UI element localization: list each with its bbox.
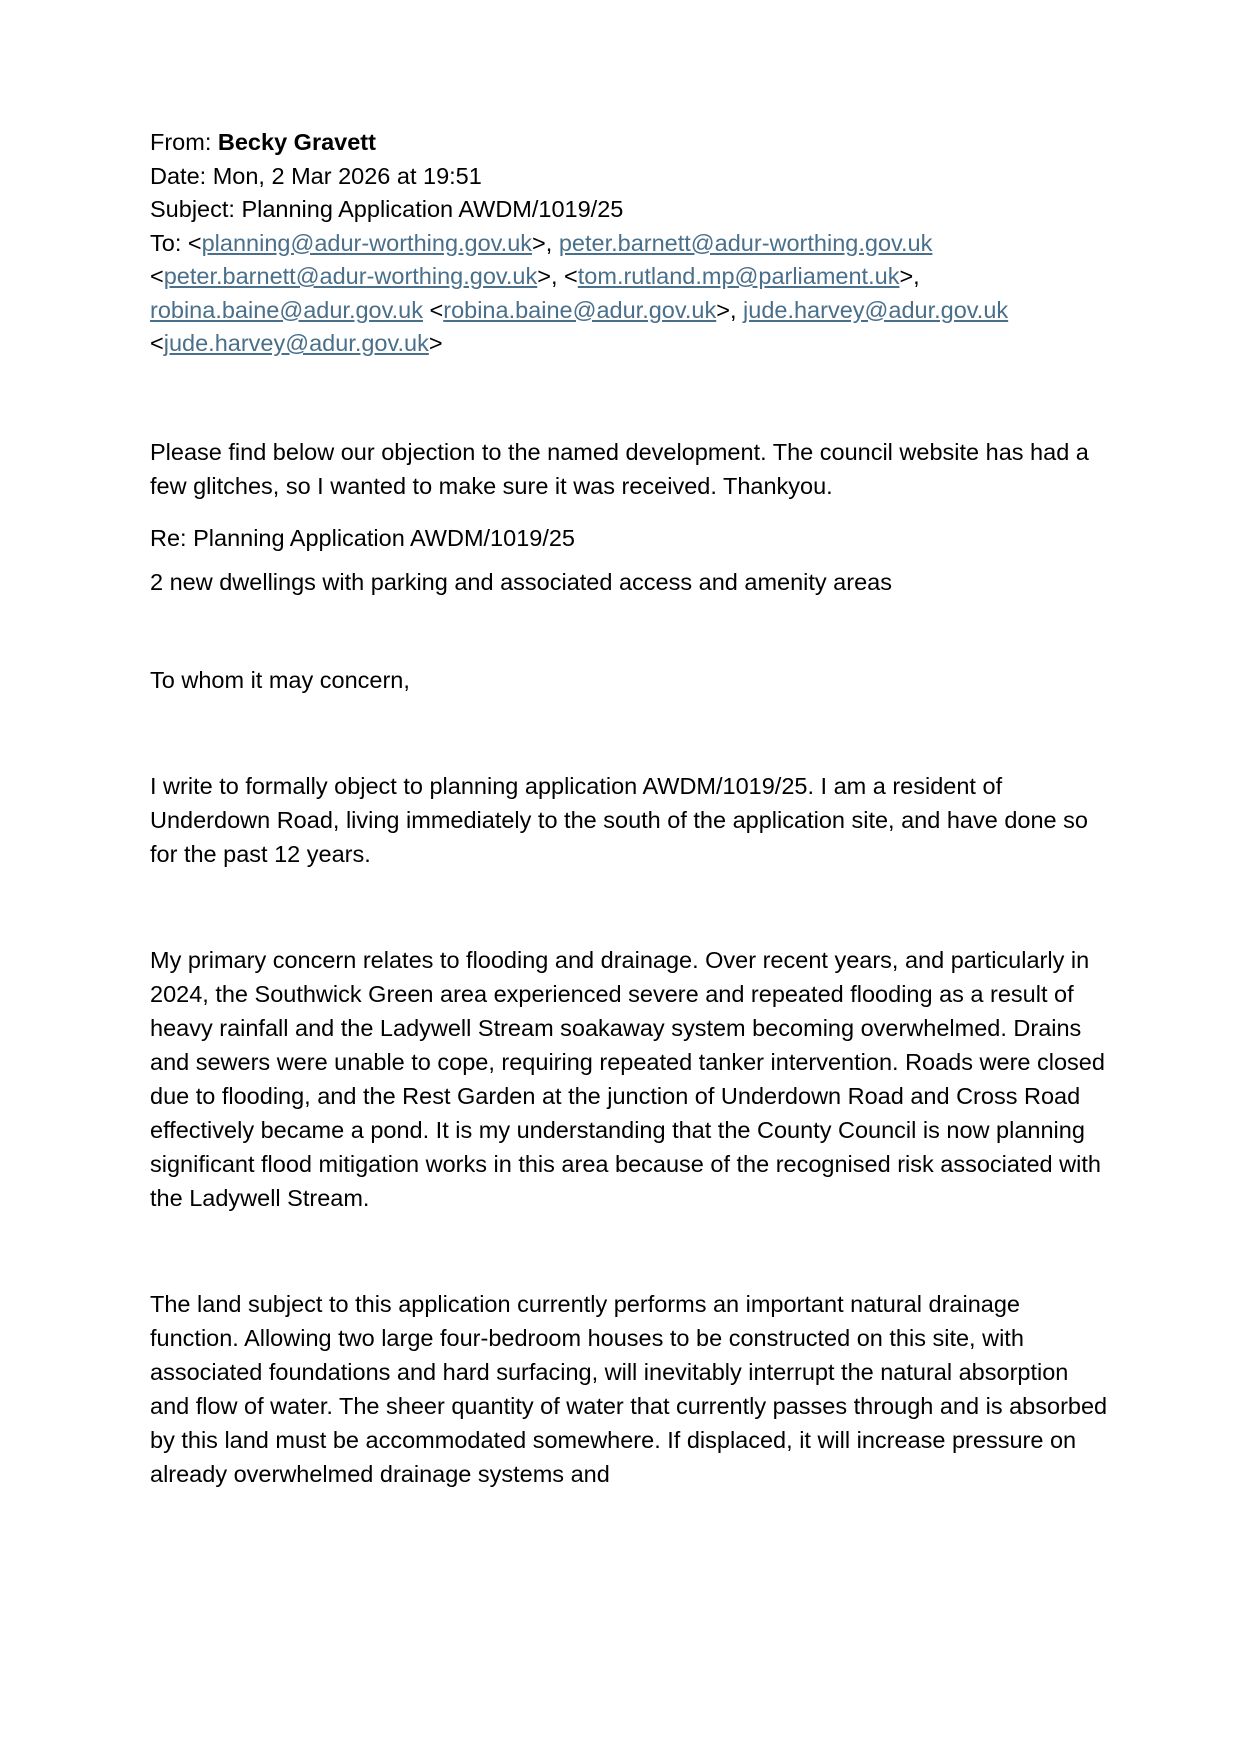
recipient-separator: >, <box>716 296 744 323</box>
subject-line: Subject: Planning Application AWDM/1019/25 <box>150 196 624 222</box>
gap-before-salutation <box>150 609 1111 663</box>
gap-before-paragraph-1 <box>150 715 1111 769</box>
recipient-separator: >, <box>899 263 920 289</box>
from-line <box>150 126 1111 160</box>
paragraph-1: I write to formally object to planning application AWDM/1019/25. I am a resident of Underdown Road, living immediately to the south of the application site, and have done so for the past 12 years. <box>150 772 1088 867</box>
header-body-gap <box>150 361 1111 435</box>
recipient-email-link[interactable]: jude.harvey@adur.gov.uk <box>163 330 429 356</box>
gap-before-paragraph-3 <box>150 1233 1111 1287</box>
proposal-line: 2 new dwellings with parking and associated access and amenity areas <box>150 568 892 595</box>
recipient-email-link[interactable]: peter.barnett@adur-worthing.gov.uk <box>163 263 538 289</box>
gap-before-paragraph-2 <box>150 889 1111 943</box>
salutation: To whom it may concern, <box>150 666 410 693</box>
date-line: Date: Mon, 2 Mar 2026 at 19:51 <box>150 162 482 189</box>
recipient-email-link[interactable]: robina.baine@adur.gov.uk <box>150 296 423 323</box>
recipient-list <box>150 230 1008 357</box>
recipient-separator: < <box>422 296 444 323</box>
email-body <box>150 435 1111 1491</box>
paragraph-3: The land subject to this application currently performs an important natural drainage function. Allowing two large four-bedroom houses to be constructed on this site, with associated foundations and hard surfacing, will inevitably interrupt the natural absorption and flow of water. The sheer quantity of water that currently passes through and is absorbed by this land must be accommodated somewhere. If displaced, it will increase pressure on already overwhelmed drainage systems and <box>150 1290 1108 1487</box>
re-line: Re: Planning Application AWDM/1019/25 <box>150 524 575 551</box>
to-label: To: < <box>150 229 202 256</box>
recipient-email-link[interactable]: peter.barnett@adur-worthing.gov.uk <box>558 229 933 256</box>
intro-paragraph: Please find below our objection to the named development. The council website has had a few glitches, so I wanted to make sure it was received. Thankyou. <box>150 438 1089 499</box>
recipient-email-link[interactable]: planning@adur-worthing.gov.uk <box>201 229 533 256</box>
to-line <box>150 227 1111 361</box>
recipient-separator: > <box>428 330 443 356</box>
recipient-separator: < <box>150 263 164 289</box>
recipient-email-link[interactable]: tom.rutland.mp@parliament.uk <box>577 263 900 289</box>
recipient-email-link[interactable]: jude.harvey@adur.gov.uk <box>743 296 1009 323</box>
sender-name: Becky Gravett <box>217 129 376 155</box>
email-header <box>150 126 1111 361</box>
recipient-separator: >, <box>532 229 559 256</box>
paragraph-2: My primary concern relates to flooding and drainage. Over recent years, and particularly in 2024, the Southwick Green area experienced severe and repeated flooding as a result of heavy rainfall and the Ladywell Stream soakaway system becoming overwhelmed. Drains and sewers were unable to cope, requiring repeated tanker intervention. Roads were closed due to flooding, and the Rest Garden at the junction of Underdown Road and Cross Road effectively became a pond. It is my understanding that the County Council is now planning significant flood mitigation works in this area because of the recognised risk associated with the Ladywell Stream. <box>150 946 1105 1211</box>
from-label: From: <box>150 129 218 155</box>
recipient-separator: < <box>150 330 164 356</box>
recipient-email-link[interactable]: robina.baine@adur.gov.uk <box>443 296 717 323</box>
recipient-separator: >, < <box>537 263 578 289</box>
